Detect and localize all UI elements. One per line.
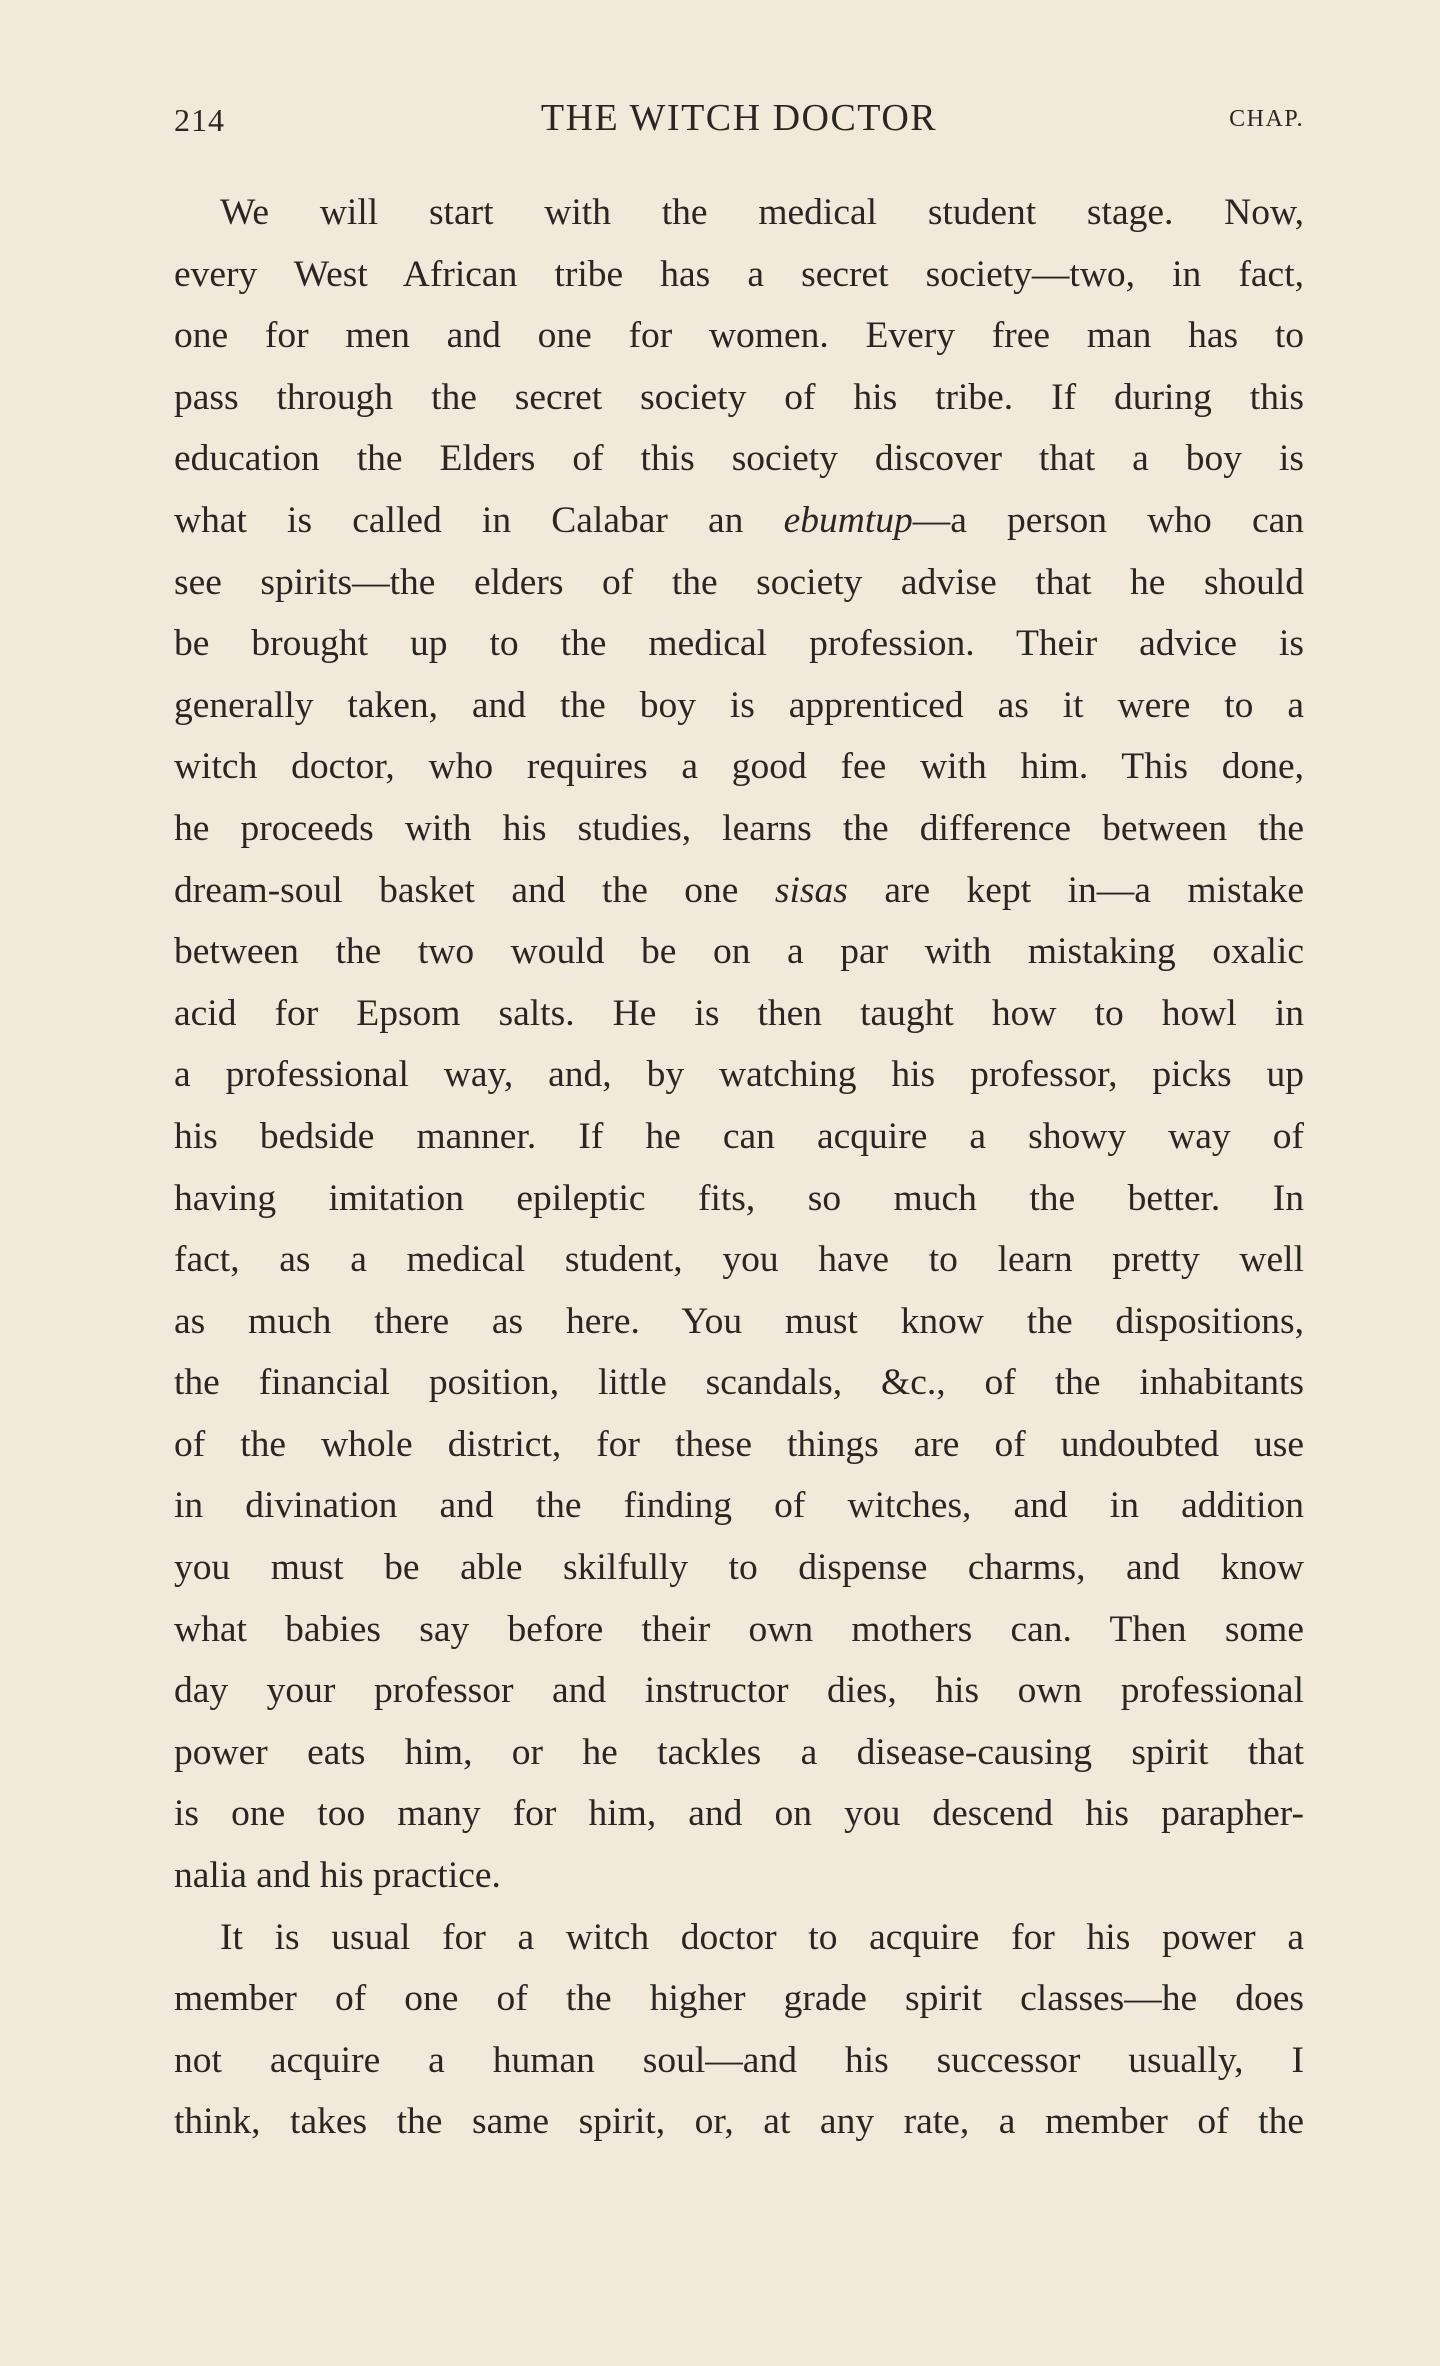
text-line: the financial position, little scandals, &c., of the inhabitants bbox=[174, 1362, 1304, 1404]
text-line: education the Elders of this society discover that a boy is bbox=[174, 438, 1304, 480]
text-line: what babies say before their own mothers can. Then some bbox=[174, 1608, 1304, 1650]
text-line: be brought up to the medical profession. Their advice is bbox=[174, 623, 1304, 665]
chapter-marker: CHAP. bbox=[1229, 106, 1304, 132]
text-line: power eats him, or he tackles a disease-causing spirit that bbox=[174, 1731, 1304, 1773]
text-line: you must be able skilfully to dispense charms, and know bbox=[174, 1547, 1304, 1589]
text-line: nalia and his practice. bbox=[174, 1855, 501, 1897]
text-line: witch doctor, who requires a good fee with him. This done, bbox=[174, 746, 1304, 788]
text-line: day your professor and instructor dies, his own professional bbox=[174, 1670, 1304, 1712]
text-line: pass through the secret society of his tribe. If during this bbox=[174, 376, 1304, 418]
body-text bbox=[174, 182, 1304, 2153]
text-line: It is usual for a witch doctor to acquire for his power a bbox=[220, 1916, 1304, 1958]
text-line: is one too many for him, and on you descend his parapher- bbox=[174, 1793, 1304, 1835]
text-line: generally taken, and the boy is apprenticed as it were to a bbox=[174, 684, 1304, 726]
text-line: his bedside manner. If he can acquire a showy way of bbox=[174, 1115, 1304, 1157]
text-line: he proceeds with his studies, learns the difference between the bbox=[174, 807, 1304, 849]
text-line: having imitation epileptic fits, so much the better. In bbox=[174, 1177, 1304, 1219]
text-line: between the two would be on a par with mistaking oxalic bbox=[174, 931, 1304, 973]
running-head bbox=[174, 96, 1304, 140]
page-number: 214 bbox=[174, 102, 225, 138]
text-line: one for men and one for women. Every free man has to bbox=[174, 315, 1304, 357]
text-line: of the whole district, for these things are of undoubted use bbox=[174, 1423, 1304, 1465]
text-line: a professional way, and, by watching his professor, picks up bbox=[174, 1054, 1304, 1096]
text-line: see spirits—the elders of the society advise that he should bbox=[174, 561, 1304, 603]
text-line: every West African tribe has a secret society—two, in fact, bbox=[174, 253, 1304, 295]
text-line: not acquire a human soul—and his successor usually, I bbox=[174, 2039, 1304, 2081]
text-line: We will start with the medical student stage. Now, bbox=[220, 192, 1304, 233]
text-line: as much there as here. You must know the dispositions, bbox=[174, 1300, 1304, 1342]
italic-term: ebumtup bbox=[783, 499, 913, 541]
text-line: dream-soul basket and the one sisas are kept in—a mistake bbox=[174, 869, 1304, 911]
text-line: in divination and the finding of witches, and in addition bbox=[174, 1485, 1304, 1527]
running-title: THE WITCH DOCTOR bbox=[540, 97, 938, 139]
text-line: fact, as a medical student, you have to learn pretty well bbox=[174, 1239, 1304, 1281]
text-line: think, takes the same spirit, or, at any rate, a member of the bbox=[174, 2101, 1304, 2143]
text-line: member of one of the higher grade spirit classes—he does bbox=[174, 1978, 1304, 2020]
italic-term: sisas bbox=[774, 869, 848, 911]
text-line: what is called in Calabar an ebumtup—a person who can bbox=[174, 499, 1304, 541]
text-line: acid for Epsom salts. He is then taught how to howl in bbox=[174, 992, 1304, 1034]
